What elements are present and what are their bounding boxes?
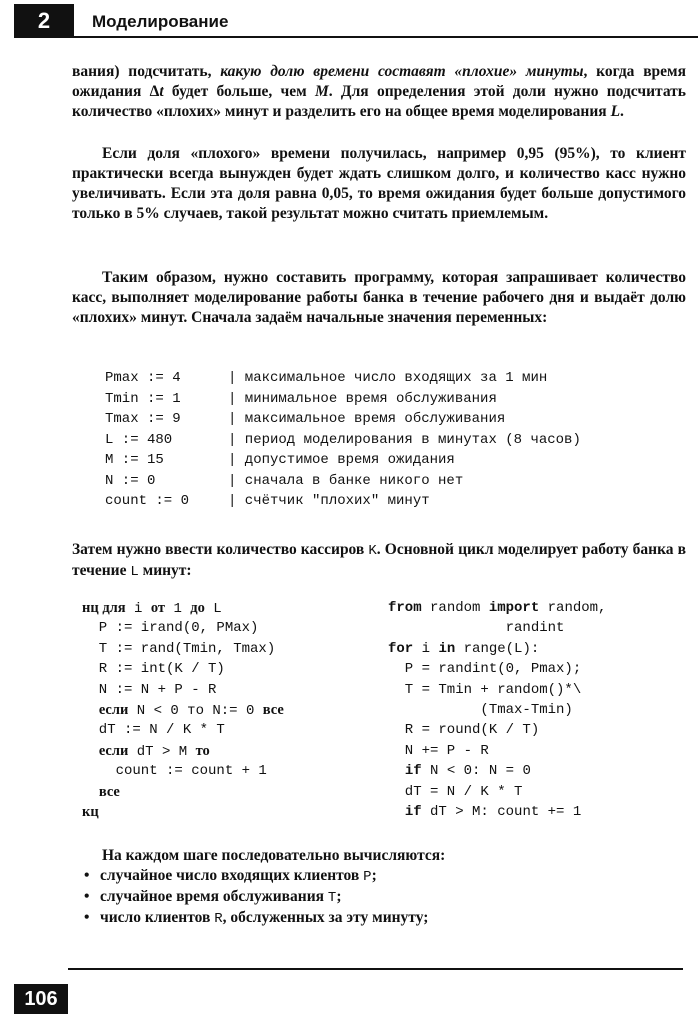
- running-title: Моделирование: [92, 12, 229, 31]
- code-line: T = Tmin + random()*\: [388, 681, 582, 698]
- code-listing-python: [388, 598, 606, 822]
- code-listing-kumir: [82, 598, 284, 822]
- page-header: [14, 4, 698, 38]
- code-line: T := rand(Tmin, Tmax): [82, 640, 276, 657]
- code-line: for i in range(L):: [388, 640, 540, 657]
- paragraph-main-loop-intro: Затем нужно ввести количество кассиров K. Основной цикл моделирует работу банка в течение L минут:: [72, 541, 686, 580]
- code-line: R = round(K / T): [388, 722, 540, 739]
- code-line: все: [98, 783, 120, 800]
- code-line: P = randint(0, Pmax);: [388, 661, 582, 678]
- code-line: R := int(K / T): [82, 661, 225, 678]
- code-line: если N < 0 то N:= 0 все: [98, 701, 284, 719]
- code-line: count := count + 1: [82, 763, 267, 780]
- code-line: if N < 0: N = 0: [404, 763, 531, 780]
- chapter-number-badge: 2: [14, 4, 74, 38]
- code-line: нц для i от 1 до L: [82, 600, 222, 617]
- code-line: if dT > M: count += 1: [404, 803, 582, 820]
- paragraph-each-step: На каждом шаге последовательно вычисляются:: [102, 847, 446, 864]
- code-line: если dT > M то: [98, 742, 210, 760]
- code-line: N := N + P - R: [82, 681, 217, 698]
- paragraph-program-task: Таким образом, нужно составить программу, которая запрашивает количество касс, выполняет моделирование работы банка в течение рабочего дня и выдаёт долю «плохих» минут. Сначала задаём начальные значения переменных:: [72, 269, 686, 326]
- code-line: from random import random,: [388, 600, 607, 616]
- footer-rule: [68, 968, 683, 970]
- code-line: dT := N / K * T: [82, 722, 225, 739]
- list-item: • случайное время обслуживания T;: [84, 887, 428, 908]
- code-line: dT = N / K * T: [388, 783, 523, 800]
- step-list: [84, 866, 428, 929]
- code-line: N += P - R: [388, 742, 489, 759]
- header-rule: [74, 36, 698, 38]
- code-line: P := irand(0, PMax): [82, 620, 259, 637]
- code-line: (Tmax-Tmin): [388, 701, 573, 718]
- paragraph-interpretation: Если доля «плохого» времени получилась, например 0,95 (95%), то клиент практически всегда вынужден будет ждать слишком долго, и количество касс нужно увеличивать. Если эта доля равна 0,05, то время ожидания будет больше допустимого только в 5% случаев, такой результат можно считать приемлемым.: [72, 145, 686, 222]
- list-item: • случайное число входящих клиентов P;: [84, 866, 428, 887]
- list-item: • число клиентов R, обслуженных за эту минуту;: [84, 908, 428, 929]
- code-line: кц: [82, 803, 99, 820]
- paragraph-bad-minutes-share: вания) подсчитать, какую долю времени составят «плохие» минуты, когда время ожидания Δt будет больше, чем M. Для определения этой доли нужно подсчитать количество «плохих» минут и разделить его на общее время моделирования L.: [72, 63, 687, 120]
- page-number: 106: [14, 984, 68, 1014]
- code-line: randint: [388, 620, 565, 637]
